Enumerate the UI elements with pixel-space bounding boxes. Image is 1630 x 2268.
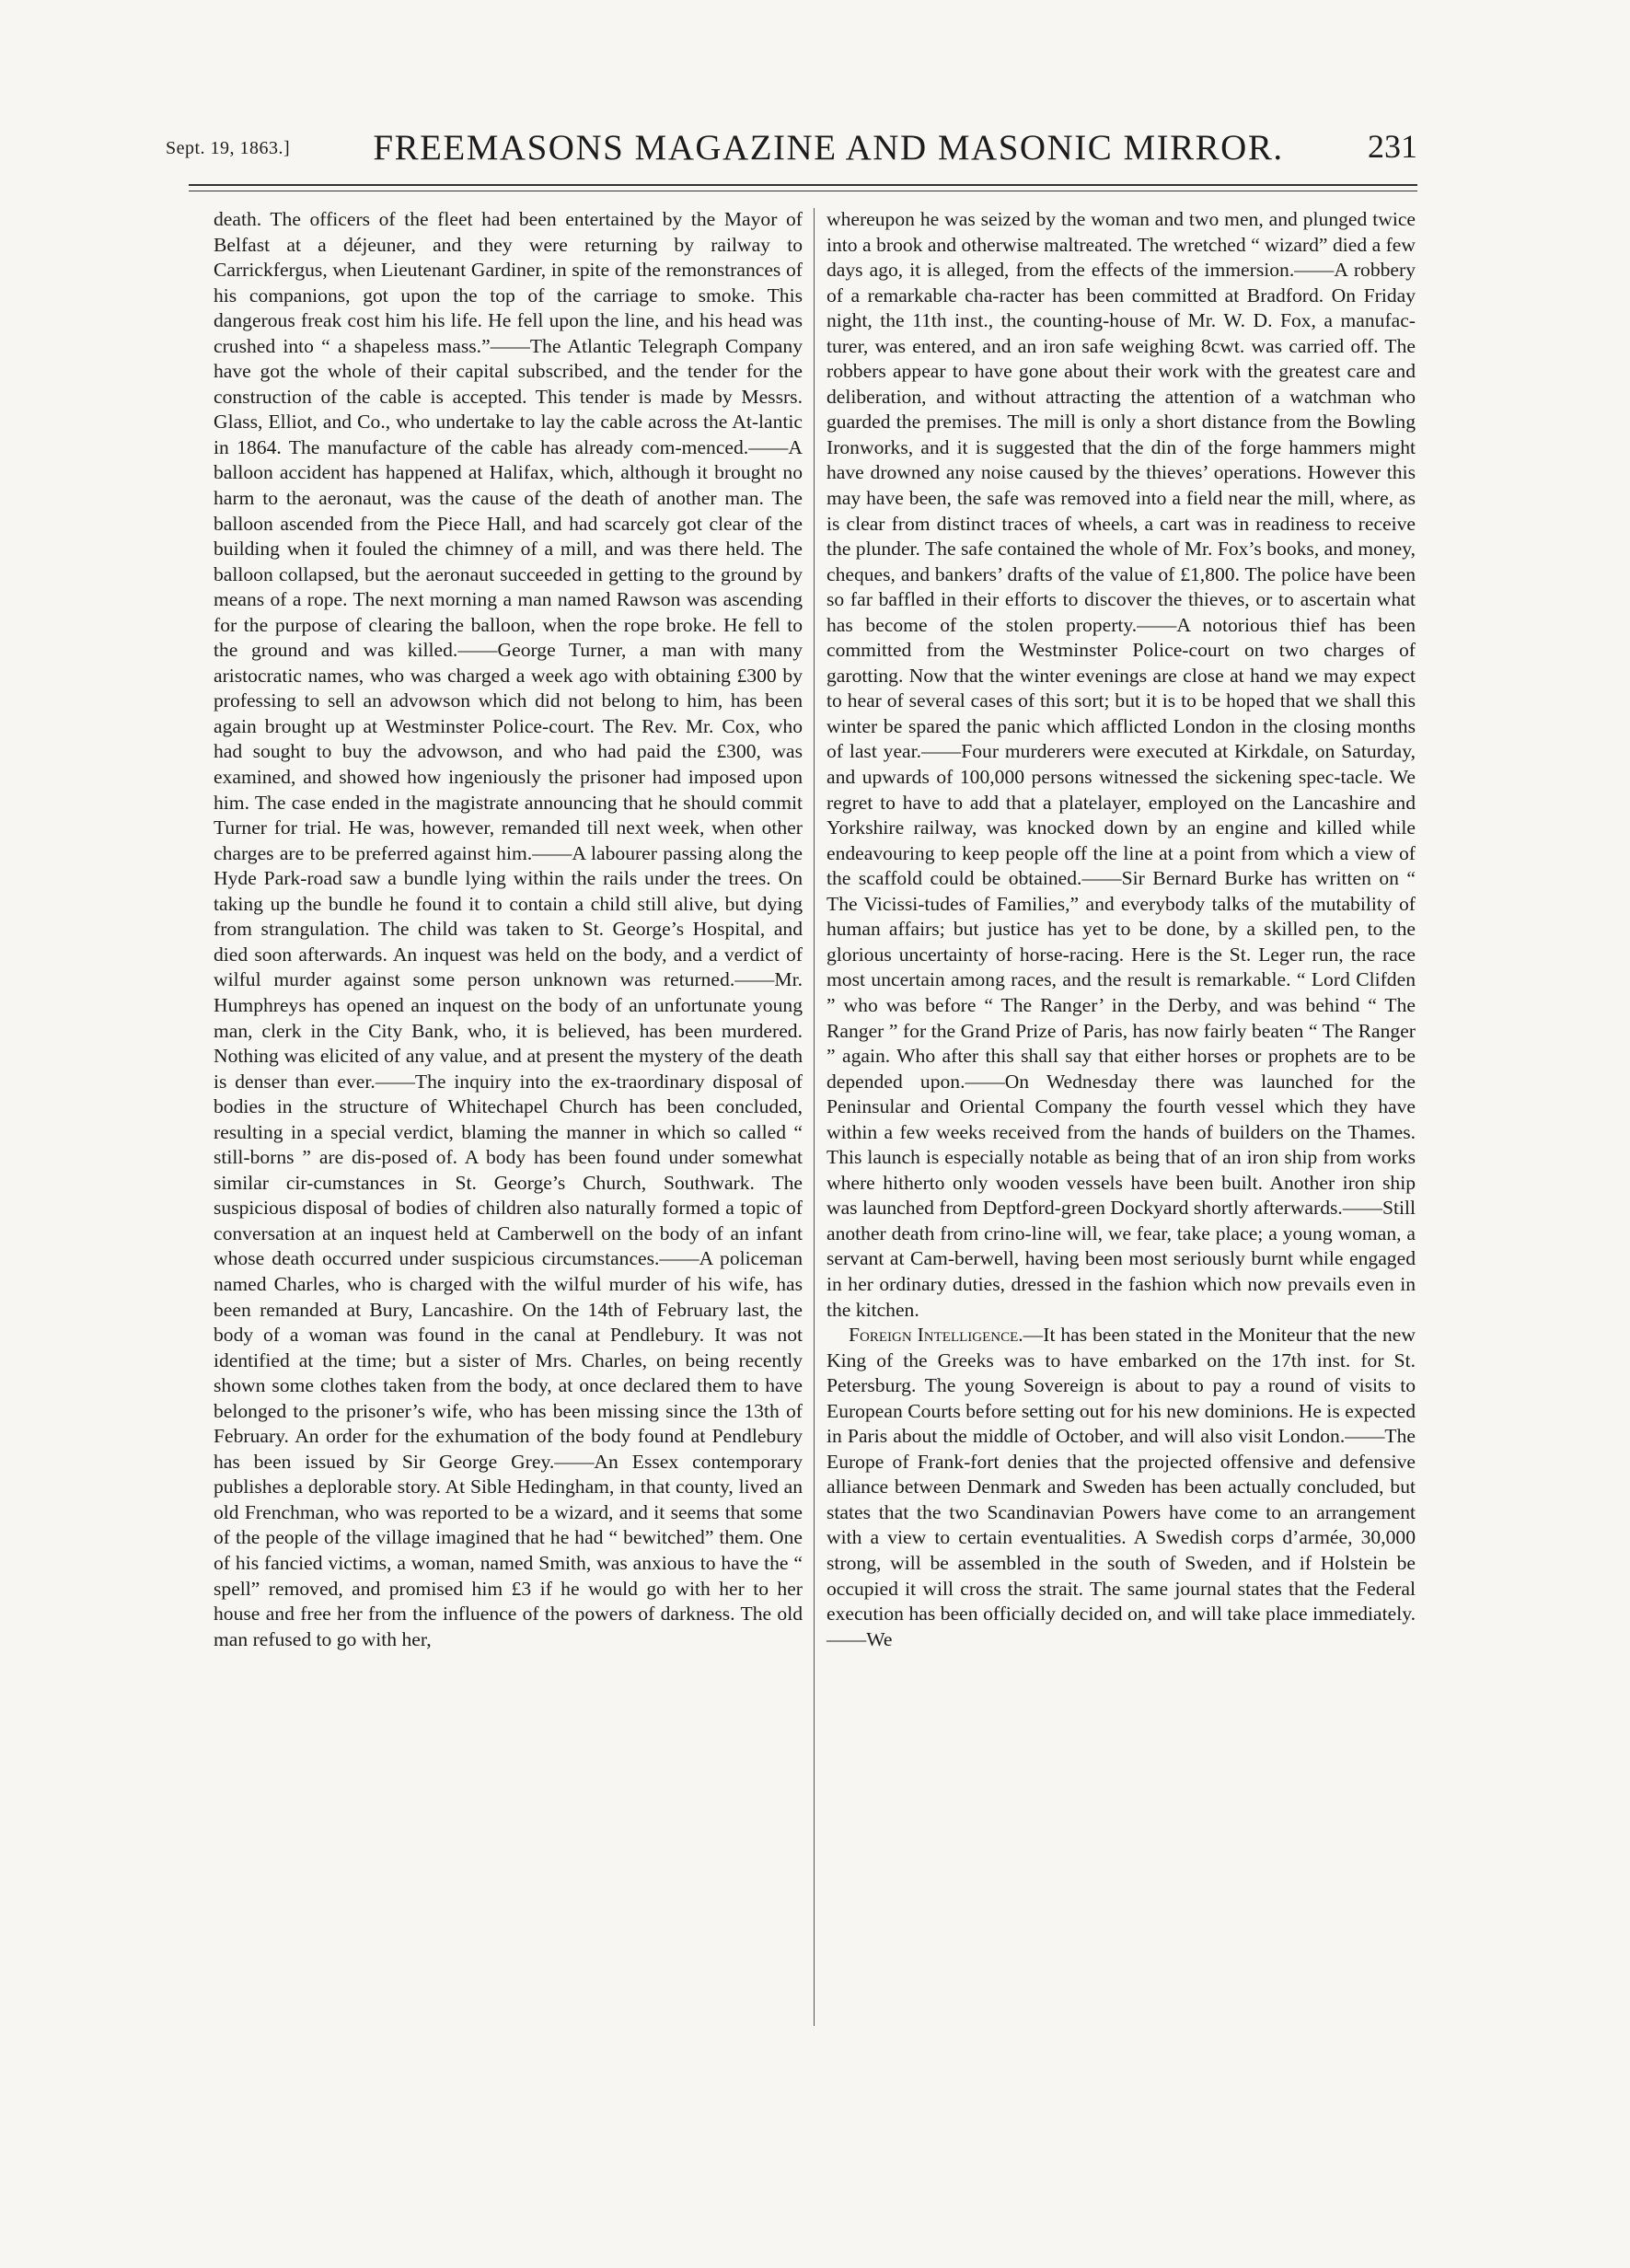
left-column-paragraph: death. The officers of the fleet had been entertained by the Mayor of Belfast at a déjeuner, and they were returning by railway to Carrickfergus, when Lieutenant Gardiner, in spite of the remonstrances of his companions, got upon the top of the carriage to smoke. This dangerous freak cost him his life. He fell upon the line, and his head was crushed into “ a shapeless mass.”——The Atlantic Telegraph Company have got the whole of their capital subscribed, and the tender for the construction of the cable is accepted. This tender is made by Messrs. Glass, Elliot, and Co., who undertake to lay the cable across the At-lantic in 1864. The manufacture of the cable has already com-menced.——A balloon accident has happened at Halifax, which, although it brought no harm to the aeronaut, was the cause of the death of another man. The balloon ascended from the Piece Hall, and had scarcely got clear of the building when it fouled the chimney of a mill, and was there held. The balloon collapsed, but the aeronaut succeeded in getting to the ground by means of a rope. The next morning a man named Rawson was ascending for the purpose of clearing the balloon, when the rope broke. He fell to the ground and was killed.——George Turner, a man with many aristocratic names, who was charged a week ago with obtaining £300 by professing to sell an advowson which did not belong to him, has been again brought up at Westminster Police-court. The Rev. Mr. Cox, who had sought to buy the advowson, and who had paid the £300, was examined, and showed how ingeniously the prisoner had imposed upon him. The case ended in the magistrate announcing that he should commit Turner for trial. He was, however, remanded till next week, when other charges are to be preferred against him.——A labourer passing along the Hyde Park-road saw a bundle lying within the rails under the trees. On taking up the bundle he found it to contain a child still alive, but dying from strangulation. The child was taken to St. George’s Hospital, and died soon afterwards. An inquest was held on the body, and a verdict of wilful murder against some person unknown was returned.——Mr. Humphreys has opened an inquest on the body of an unfortunate young man, clerk in the City Bank, who, it is believed, has been murdered. Nothing was elicited of any value, and at present the mystery of the death is denser than ever.——The inquiry into the ex-traordinary disposal of bodies in the structure of Whitechapel Church has been concluded, resulting in a special verdict, blaming the manner in which so called “ still-borns ” are dis-posed of. A body has been found under somewhat similar cir-cumstances in St. George’s Church, Southwark. The suspicious disposal of bodies of children also naturally formed a topic of conversation at an inquest held at Camberwell on the body of an infant whose death occurred under suspicious circumstances.——A policeman named Charles, who is charged with the wilful murder of his wife, has been remanded at Bury, Lancashire. On the 14th of February last, the body of a woman was found in the canal at Pendlebury. It was not identified at the time; but a sister of Mrs. Charles, on being recently shown some clothes taken from the body, at once declared them to have belonged to the prisoner’s wife, who has been missing since the 13th of February. An order for the exhumation of the body found at Pendlebury has been issued by Sir George Grey.——An Essex contemporary publishes a deplorable story. At Sible Hedingham, in that county, lived an old Frenchman, who was reported to be a wizard, and it seems that some of the people of the village imagined that he had “ bewitched” them. One of his fancied victims, a woman, named Smith, was anxious to have the “ spell” removed, and promised him £3 if he would go with her to her house and free her from the influence of the powers of darkness. The old man refused to go with her, — [214, 208, 803, 1650]
right-column-paragraph-1: whereupon he was seized by the woman and two men, and plunged twice into a brook and otherwise maltreated. The wretched “ wizard” died a few days ago, it is alleged, from the effects of the immersion.——A robbery of a remarkable cha-racter has been committed at Bradford. On Friday night, the 11th inst., the counting-house of Mr. W. D. Fox, a manufac-turer, was entered, and an iron safe weighing 8cwt. was carried off. The robbers appear to have gone about their work with the greatest care and deliberation, and without attracting the attention of a watchman who guarded the premises. The mill is only a short distance from the Bowling Ironworks, and it is suggested that the din of the forge hammers might have drowned any noise caused by the thieves’ operations. However this may have been, the safe was removed into a field near the mill, where, as is clear from distinct traces of wheels, a cart was in readiness to receive the plunder. The safe contained the whole of Mr. Fox’s books, and money, cheques, and bankers’ drafts of the value of £1,800. The police have been so far baffled in their efforts to discover the thieves, or to ascertain what has become of the stolen property.——A notorious thief has been committed from the Westminster Police-court on two charges of garotting. Now that the winter evenings are close at hand we may expect to hear of several cases of this sort; but it is to be hoped that we shall this winter be spared the panic which afflicted London in the closing months of last year.——Four murderers were executed at Kirkdale, on Saturday, and upwards of 100,000 persons witnessed the sickening spec-tacle. We regret to have to add that a platelayer, employed on the Lancashire and Yorkshire railway, was knocked down by an engine and killed while endeavouring to keep people off the line at a point from which a view of the scaffold could be obtained.——Sir Bernard Burke has written on “ The Vicissi-tudes of Families,” and everybody talks of the mutability of human affairs; but justice has yet to be done, by a skilled pen, to the glorious uncertainty of horse-racing. Here is the St. Leger run, the race most uncertain among races, and the result is remarkable. “ Lord Clifden ” who was before “ The Ranger’ in the Derby, and was behind “ The Ranger ” for the Grand Prize of Paris, has now fairly beaten “ The Ranger ” again. Who after this shall say that either horses or prophets are to be depended upon.——On Wednesday there was launched for the Peninsular and Oriental Company the fourth vessel which they have within a few weeks received from the hands of builders on the Thames. This launch is especially notable as being that of an iron ship from works where hitherto only wooden vessels have been built. Another iron ship was launched from Deptford-green Dockyard shortly afterwards.——Still another death from crino-line will, we fear, take place; a young woman, a servant at Cam-berwell, having been most seriously burnt while engaged in her ordinary duties, dressed in the fashion which now prevails even in the kitchen. — [827, 208, 1416, 1321]
foreign-intelligence-paragraph — [827, 1323, 1416, 1652]
foreign-intelligence-text: —It has been stated in the Moniteur that the new King of the Greeks was to have embarked on the 17th inst. for St. Petersburg. The young Sovereign is about to pay a round of visits to European Courts before setting out for his new dominions. He is expected in Paris about the middle of October, and will also visit London.——The Europe of Frank-fort denies that the projected offensive and defensive alliance between Denmark and Sweden has been actually concluded, but states that the two Scandinavian Powers have come to an arrangement with a view to certain eventualities. A Swedish corps d’armée, 30,000 strong, will be assembled in the south of Sweden, and if Holstein be occupied it will cross the strait. The same journal states that the Federal execution has been officially decided on, and will take place immediately.——We — [827, 1324, 1416, 1650]
left-column — [214, 207, 803, 1652]
magazine-title: FREEMASONS MAGAZINE AND MASONIC MIRROR. — [373, 128, 1284, 168]
issue-date: Sept. 19, 1863.] — [166, 138, 291, 158]
right-column — [827, 207, 1416, 1652]
page-header — [166, 127, 1417, 173]
page-number: 231 — [1368, 128, 1417, 165]
header-rule-top — [189, 184, 1417, 186]
column-divider — [814, 208, 815, 2026]
section-heading: Foreign Intelligence. — [849, 1324, 1023, 1347]
